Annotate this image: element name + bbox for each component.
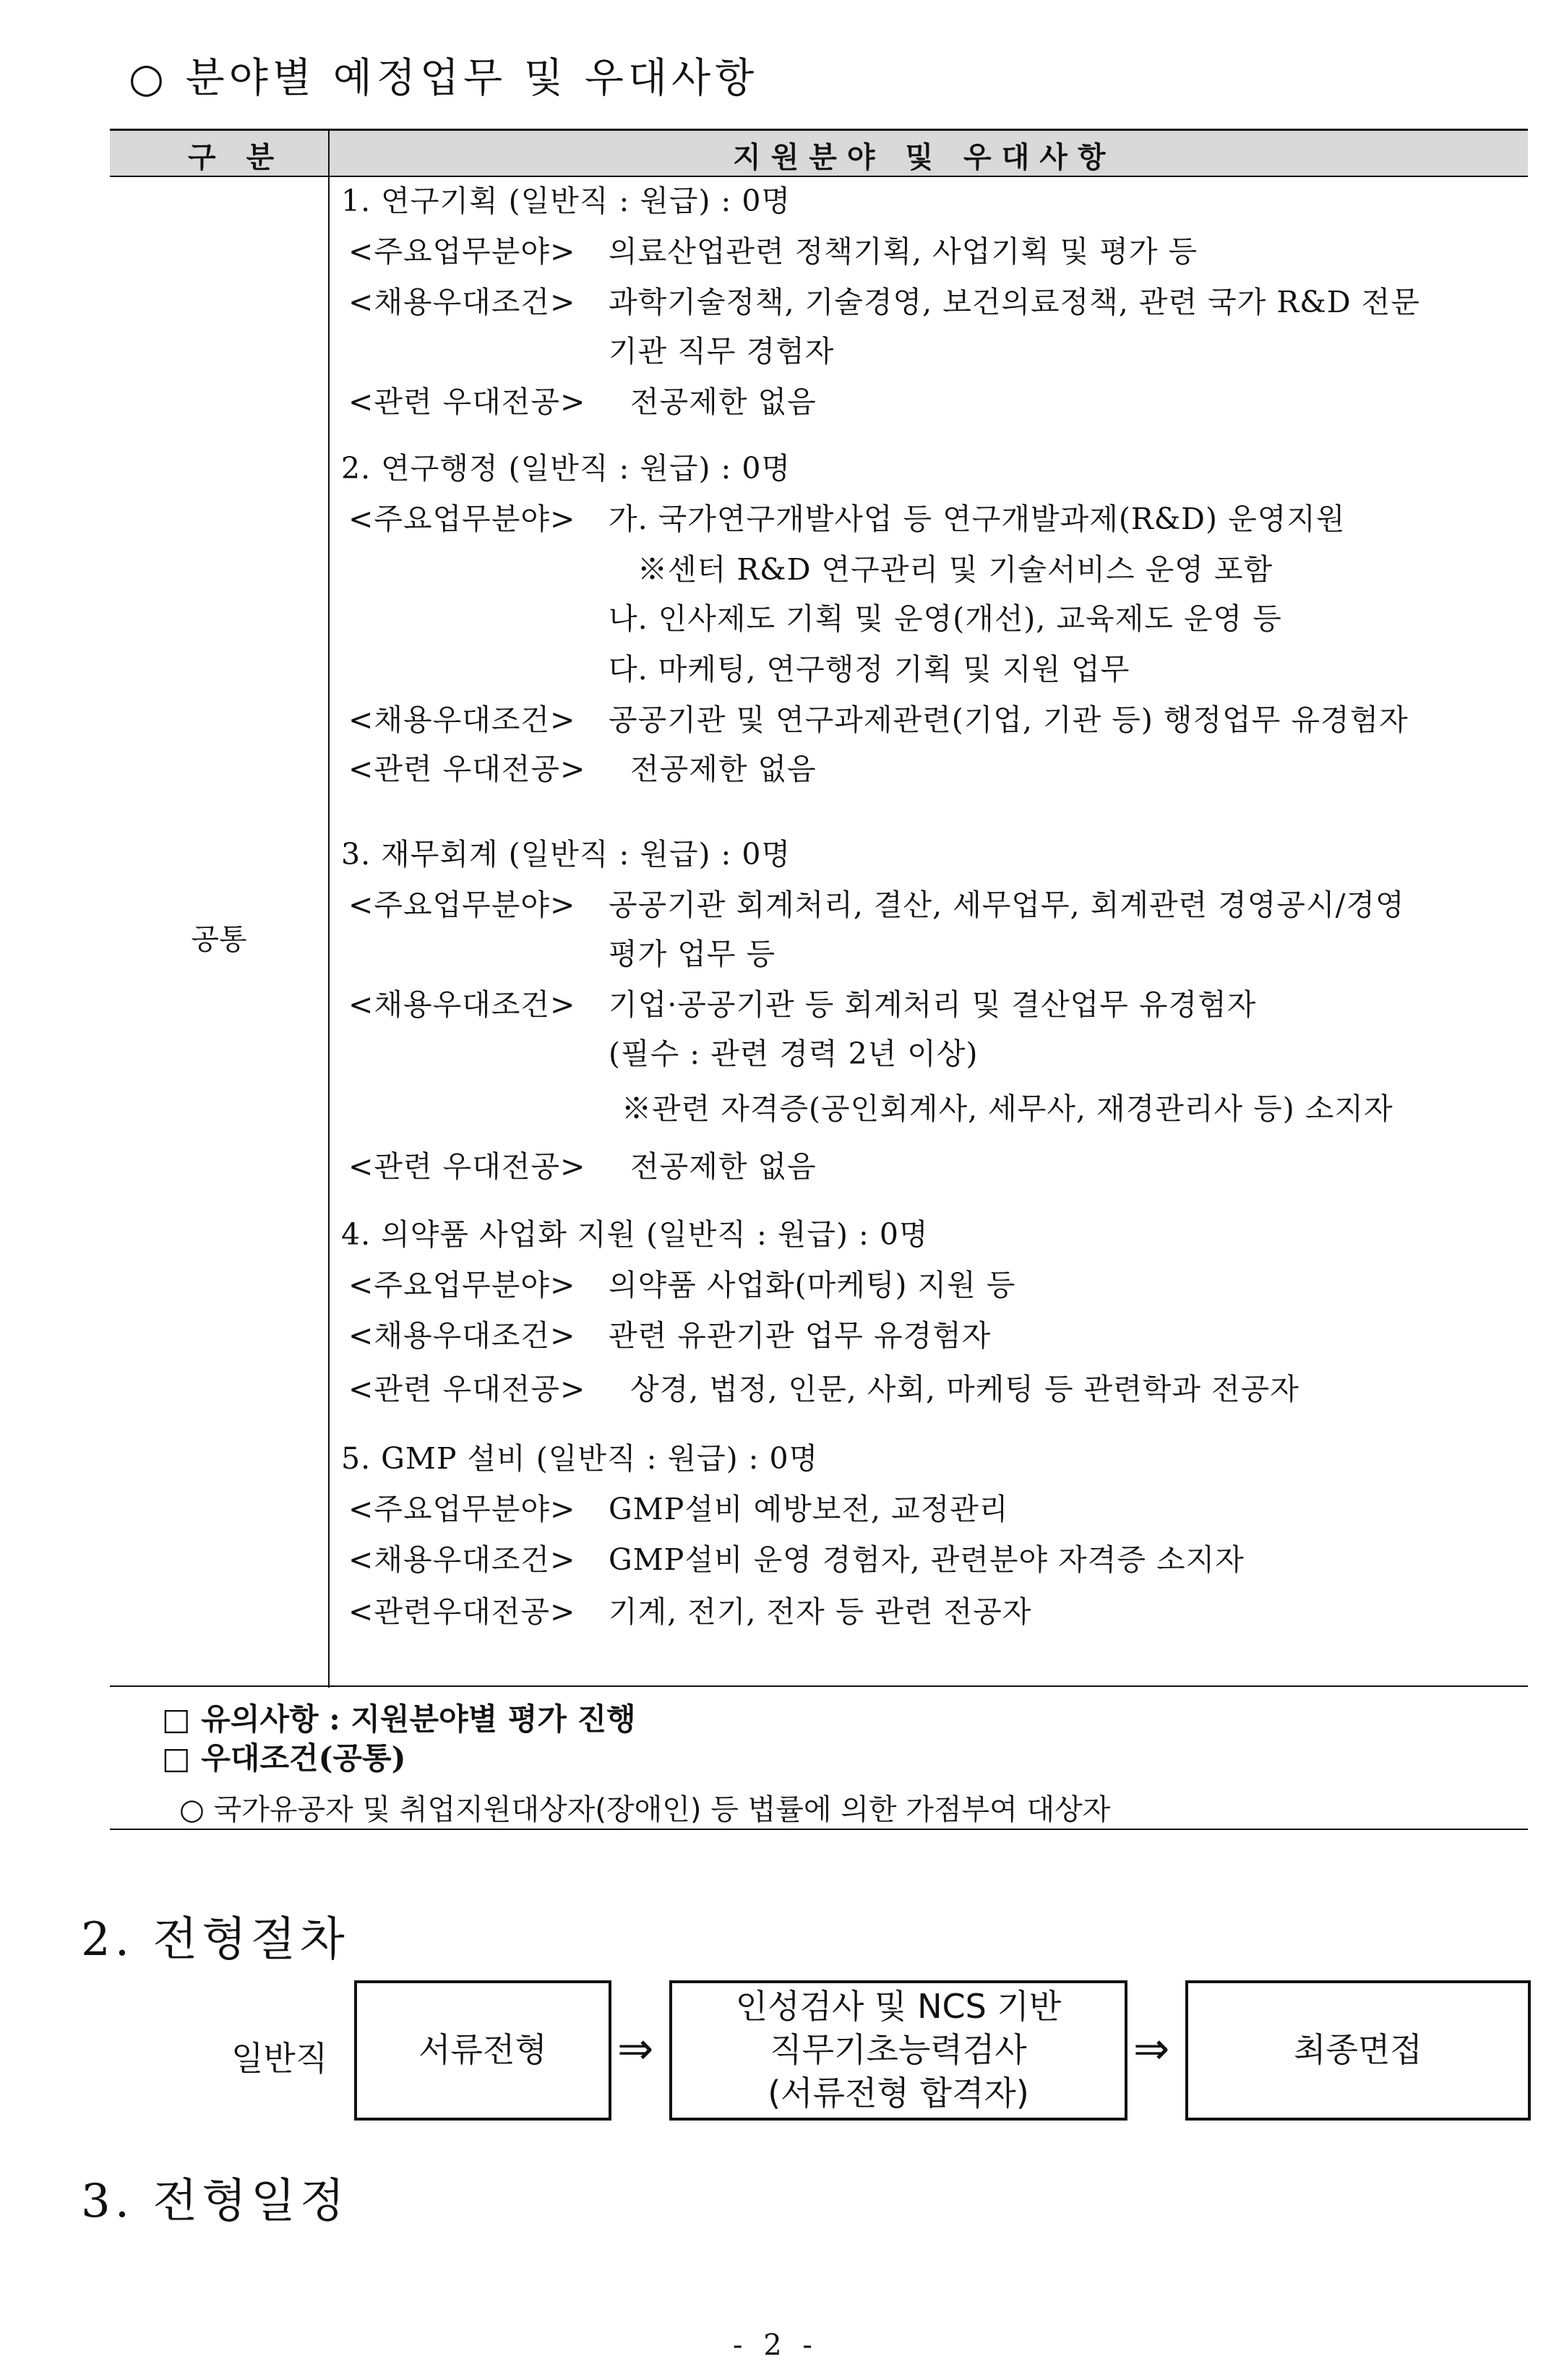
table-bottom-border [110, 1685, 1528, 1687]
recruitment-table [110, 129, 1528, 1685]
flow-step-test-line1: 인성검사 및 NCS 기반 [735, 1987, 1062, 2027]
duty-text: 공공기관 회계처리, 결산, 세무업무, 회계관련 경영공시/경영 [609, 888, 1405, 922]
major-label: <관련 우대전공> [348, 1149, 586, 1184]
flow-step-document [354, 1980, 611, 2121]
pref-text: 공공기관 및 연구과제관련(기업, 기관 등) 행정업무 유경험자 [609, 703, 1409, 737]
section-heading: ○ 분야별 예정업무 및 우대사항 [129, 55, 759, 102]
note-preference: □ 우대조건(공통) [162, 1740, 406, 1776]
item-title: 1. 연구기획 (일반직 : 원급) : 0명 [341, 184, 791, 218]
duty-label: <주요업무분야> [348, 234, 576, 269]
page-number: - 2 - [733, 2329, 818, 2362]
section3-heading: 3. 전형일정 [81, 2175, 349, 2228]
note-caution: □ 유의사항 : 지원분야별 평가 진행 [162, 1701, 636, 1737]
header-fields: 지원분야 및 우대사항 [733, 140, 1116, 174]
duty-text: 의료산업관련 정책기획, 사업기획 및 평가 등 [609, 234, 1198, 269]
table-header-border [110, 176, 1528, 177]
pref-text: 과학기술정책, 기술경영, 보건의료정책, 관련 국가 R&D 전문 [609, 285, 1420, 319]
pref-text: 관련 유관기관 업무 유경험자 [609, 1318, 992, 1353]
major-text: 기계, 전기, 전자 등 관련 전공자 [609, 1594, 1032, 1629]
item-title: 4. 의약품 사업화 지원 (일반직 : 원급) : 0명 [341, 1217, 929, 1252]
flow-step-document-text: 서류전형 [418, 2030, 547, 2070]
duty-text: 나. 인사제도 기획 및 운영(개선), 교육제도 운영 등 [609, 601, 1282, 636]
pref-text-cont: 기관 직무 경험자 [609, 334, 835, 369]
pref-note: ※관련 자격증(공인회계사, 세무사, 재경관리사 등) 소지자 [622, 1091, 1393, 1126]
major-text: 전공제한 없음 [630, 385, 817, 419]
flow-step-interview-text: 최종면접 [1294, 2030, 1422, 2070]
pref-text: GMP설비 운영 경험자, 관련분야 자격증 소지자 [609, 1542, 1245, 1577]
pref-text-cont: (필수 : 관련 경력 2년 이상) [609, 1036, 979, 1071]
major-label: <관련 우대전공> [348, 1372, 586, 1406]
flow-step-test-text [736, 1985, 1062, 2115]
duty-text: 다. 마케팅, 연구행정 기획 및 지원 업무 [609, 652, 1130, 687]
header-category: 구 분 [188, 140, 285, 174]
major-label: <관련 우대전공> [348, 752, 586, 786]
flow-arrow-icon: ⇒ [617, 2024, 654, 2074]
pref-label: <채용우대조건> [348, 987, 576, 1022]
pref-label: <채용우대조건> [348, 1318, 576, 1353]
duty-label: <주요업무분야> [348, 502, 576, 536]
major-text: 상경, 법정, 인문, 사회, 마케팅 등 관련학과 전공자 [630, 1372, 1299, 1406]
section2-heading: 2. 전형절차 [81, 1913, 349, 1967]
duty-text: 가. 국가연구개발사업 등 연구개발과제(R&D) 운영지원 [609, 502, 1346, 536]
item-title: 3. 재무회계 (일반직 : 원급) : 0명 [341, 837, 791, 872]
table-column-divider [328, 131, 330, 1688]
duty-text-cont: 평가 업무 등 [609, 937, 776, 971]
flow-arrow-icon: ⇒ [1133, 2024, 1170, 2074]
duty-text: 의약품 사업화(마케팅) 지원 등 [609, 1268, 1016, 1302]
duty-text: GMP설비 예방보전, 교정관리 [609, 1492, 1009, 1526]
item-title: 2. 연구행정 (일반직 : 원급) : 0명 [341, 451, 791, 486]
major-label: <관련 우대전공> [348, 385, 586, 419]
flow-step-test [669, 1980, 1127, 2121]
flow-step-test-line3: (서류전형 합격자) [768, 2073, 1029, 2113]
flow-label: 일반직 [231, 2039, 328, 2078]
major-label: <관련우대전공> [348, 1594, 576, 1629]
pref-text: 기업·공공기관 등 회계처리 및 결산업무 유경험자 [609, 987, 1257, 1022]
category-label: 공통 [191, 923, 247, 956]
note-preference-detail: ○ 국가유공자 및 취업지원대상자(장애인) 등 법률에 의한 가점부여 대상자 [179, 1793, 1111, 1826]
flow-step-test-line2: 직무기초능력검사 [770, 2030, 1027, 2070]
major-text: 전공제한 없음 [630, 752, 817, 786]
duty-label: <주요업무분야> [348, 1268, 576, 1302]
duty-note: ※센터 R&D 연구관리 및 기술서비스 운영 포함 [637, 552, 1273, 587]
notes-bottom-border [110, 1829, 1528, 1830]
item-title: 5. GMP 설비 (일반직 : 원급) : 0명 [341, 1441, 819, 1476]
pref-label: <채용우대조건> [348, 285, 576, 319]
flow-step-interview [1185, 1980, 1531, 2121]
major-text: 전공제한 없음 [630, 1149, 817, 1184]
pref-label: <채용우대조건> [348, 1542, 576, 1577]
duty-label: <주요업무분야> [348, 1492, 576, 1526]
duty-label: <주요업무분야> [348, 888, 576, 922]
pref-label: <채용우대조건> [348, 703, 576, 737]
